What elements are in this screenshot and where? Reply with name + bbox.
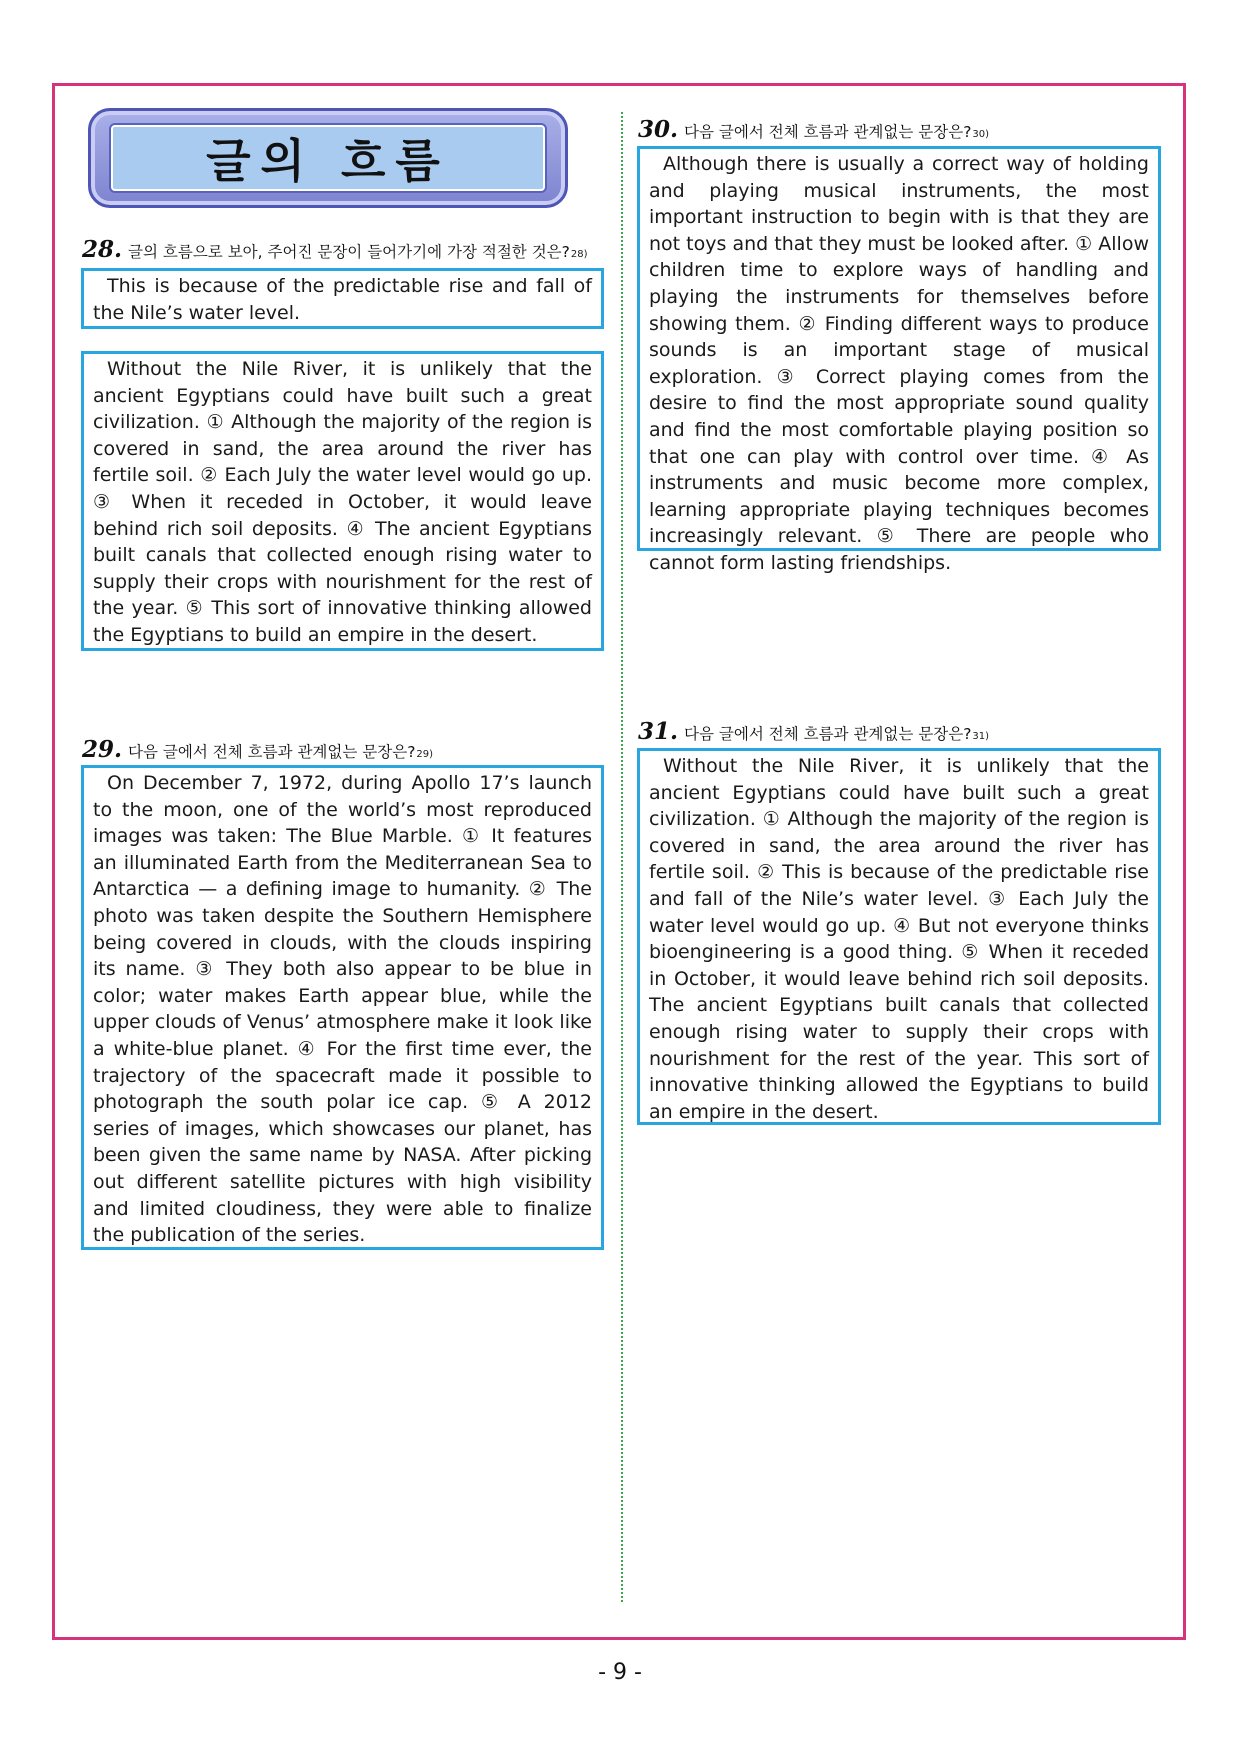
question-28-prompt: 글의 흐름으로 보아, 주어진 문장이 들어가기에 가장 적절한 것은? (128, 243, 570, 261)
question-28-footnote: 28) (570, 249, 588, 260)
question-30-passage: Although there is usually a correct way of holding and playing musical instruments, the most important instruction to begin with is that they are not toys and that they must be looked after. ① Allow children time to explore ways of handling and playing the instruments for themselves before showing them. ② Finding different ways to produce sounds is an important stage of musical exploration. ③ Correct playing comes from the desire to find the most appropriate sound quality and find the most comfortable playing position so that one can play with control over time. ④ As instruments and music become more complex, learning appropriate playing techniques becomes increasingly relevant. ⑤ There are people who cannot form lasting friendships. (649, 153, 1149, 574)
section-title: 글의 흐름 (206, 134, 450, 188)
question-31-prompt: 다음 글에서 전체 흐름과 관계없는 문장은? (684, 725, 972, 743)
section-banner-inner (111, 125, 545, 191)
question-28-number: 28. (82, 236, 123, 263)
question-31-passage: Without the Nile River, it is unlikely that the ancient Egyptians could have built such a great civilization. ① Although the majority of the region is covered in sand, the area around the river has fertile soil. ② This is because of the predictable rise and fall of the Nile’s water level. ③ Each July the water level would go up. ④ But not everyone thinks bioengineering is a good thing. ⑤ When it receded in October, it would leave behind rich soil deposits. The ancient Egyptians built canals that collected enough rising water to supply their crops with nourishment for the rest of the year. This sort of innovative thinking allowed the Egyptians to build an empire in the desert. (649, 755, 1149, 1123)
question-31-footnote: 31) (972, 731, 990, 742)
question-28-header (82, 236, 588, 263)
question-31-passage-box (637, 748, 1161, 1125)
question-30-passage-box (637, 146, 1161, 574)
question-30-number: 30. (638, 116, 679, 143)
question-30-prompt: 다음 글에서 전체 흐름과 관계없는 문장은? (684, 123, 972, 141)
question-28-passage: Without the Nile River, it is unlikely that the ancient Egyptians could have built such a great civilization. ① Although the majority of the region is covered in sand, the area around the river has fertile soil. ② Each July the water level would go up. ③ When it receded in October, it would leave behind rich soil deposits. ④ The ancient Egyptians built canals that collected enough rising water to supply their crops with nourishment for the rest of the year. ⑤ This sort of innovative thinking allowed the Egyptians to build an empire in the desert. (93, 358, 592, 646)
question-30-header (638, 116, 989, 143)
question-31-number: 31. (638, 718, 679, 745)
section-banner (88, 108, 568, 208)
question-30-footnote: 30) (972, 129, 990, 140)
question-29-number: 29. (82, 736, 123, 763)
question-29-footnote: 29) (416, 749, 434, 760)
question-29-passage: On December 7, 1972, during Apollo 17’s launch to the moon, one of the world’s most reproduced images was taken: The Blue Marble. ① It features an illuminated Earth from the Mediterranean Sea to Antarctica — a defining image to humanity. ② The photo was taken despite the Southern Hemisphere being covered in clouds, with the clouds inspiring its name. ③ They both also appear to be blue in color; water makes Earth appear blue, while the upper clouds of Venus’ atmosphere make it look like a white-blue planet. ④ For the first time ever, the trajectory of the spacecraft made it possible to photograph the south polar ice cap. ⑤ A 2012 series of images, which showcases our planet, has been given the same name by NASA. After picking out different satellite pictures with high visibility and limited cloudiness, they were able to finalize the publication of the series. (93, 772, 592, 1247)
page-number: - 9 - (598, 1660, 642, 1685)
question-29-passage-box (81, 765, 604, 1250)
question-28-passage-box (81, 351, 604, 651)
question-28-given-sentence: This is because of the predictable rise and fall of the Nile’s water level. (93, 275, 592, 324)
column-divider (621, 112, 623, 1602)
question-28-given-sentence-box (81, 268, 604, 329)
question-29-header (82, 736, 433, 763)
question-31-header (638, 718, 989, 745)
question-29-prompt: 다음 글에서 전체 흐름과 관계없는 문장은? (128, 743, 416, 761)
